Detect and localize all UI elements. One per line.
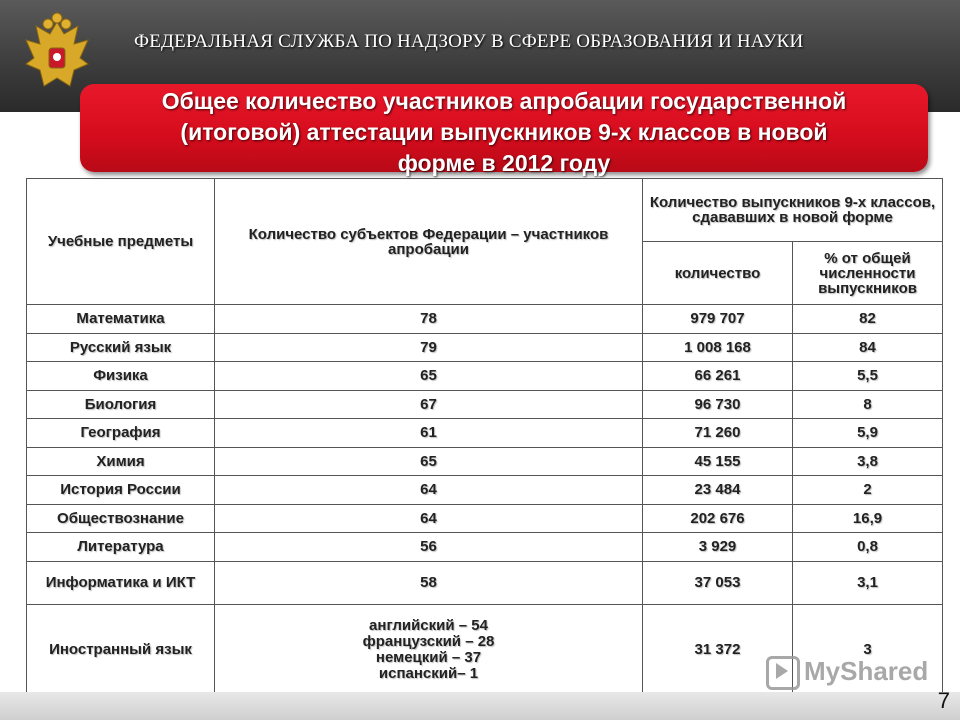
cell-count: 23 484 <box>643 476 793 505</box>
cell-subject: История России <box>27 476 215 505</box>
cell-percent: 3 <box>793 604 943 695</box>
participants-table <box>26 178 943 696</box>
header-subjects: Учебные предметы <box>27 179 215 305</box>
title-line: форме в 2012 году <box>397 150 611 176</box>
table-row <box>27 533 943 562</box>
cell-count: 31 372 <box>643 604 793 695</box>
cell-percent: 5,5 <box>793 362 943 391</box>
cell-subject: Обществознание <box>27 504 215 533</box>
title-banner <box>80 84 928 176</box>
cell-percent: 5,9 <box>793 419 943 448</box>
cell-count: 45 155 <box>643 447 793 476</box>
watermark-text: MyShared <box>804 656 929 686</box>
cell-regions: 64 <box>215 476 643 505</box>
table-row <box>27 447 943 476</box>
data-table-container <box>26 178 942 696</box>
cell-count: 66 261 <box>643 362 793 391</box>
cell-subject: Математика <box>27 305 215 334</box>
cell-subject: Физика <box>27 362 215 391</box>
language-entry: немецкий – 37 <box>375 648 482 666</box>
play-icon <box>766 656 800 690</box>
table-row <box>27 504 943 533</box>
cell-percent: 82 <box>793 305 943 334</box>
table-row <box>27 390 943 419</box>
table-row <box>27 362 943 391</box>
table-row <box>27 333 943 362</box>
cell-subject: Литература <box>27 533 215 562</box>
cell-percent: 0,8 <box>793 533 943 562</box>
cell-percent: 84 <box>793 333 943 362</box>
table-row <box>27 419 943 448</box>
cell-count: 979 707 <box>643 305 793 334</box>
cell-count: 37 053 <box>643 561 793 604</box>
cell-subject: Химия <box>27 447 215 476</box>
header-percent: % от общей численности выпускников <box>793 242 943 305</box>
agency-name: ФЕДЕРАЛЬНАЯ СЛУЖБА ПО НАДЗОРУ В СФЕРЕ ОБРАЗОВАНИЯ И НАУКИ <box>134 31 804 52</box>
slide-title <box>80 86 928 179</box>
table-row <box>27 476 943 505</box>
header-graduates: Количество выпускников 9-х классов, сдававших в новой форме <box>643 179 943 242</box>
cell-regions: 56 <box>215 533 643 562</box>
cell-count: 71 260 <box>643 419 793 448</box>
cell-regions: 65 <box>215 447 643 476</box>
cell-percent: 8 <box>793 390 943 419</box>
header-regions: Количество субъектов Федерации – участников апробации <box>215 179 643 305</box>
cell-regions: 58 <box>215 561 643 604</box>
cell-regions: 78 <box>215 305 643 334</box>
cell-subject: Биология <box>27 390 215 419</box>
cell-regions: 67 <box>215 390 643 419</box>
title-line: Общее количество участников апробации государственной <box>161 88 847 114</box>
cell-languages <box>215 604 643 695</box>
cell-regions: 79 <box>215 333 643 362</box>
cell-subject: Русский язык <box>27 333 215 362</box>
cell-regions: 65 <box>215 362 643 391</box>
language-entry: английский – 54 <box>369 616 488 634</box>
watermark <box>766 656 928 692</box>
language-entry: французский – 28 <box>362 632 495 650</box>
cell-regions: 61 <box>215 419 643 448</box>
cell-count: 1 008 168 <box>643 333 793 362</box>
page-number: 7 <box>937 688 950 713</box>
cell-regions: 64 <box>215 504 643 533</box>
cell-subject: Иностранный язык <box>27 604 215 695</box>
cell-subject: География <box>27 419 215 448</box>
cell-percent: 3,8 <box>793 447 943 476</box>
cell-percent: 3,1 <box>793 561 943 604</box>
cell-count: 3 929 <box>643 533 793 562</box>
table-row <box>27 305 943 334</box>
title-line: (итоговой) аттестации выпускников 9-х классов в новой <box>180 119 828 145</box>
cell-count: 202 676 <box>643 504 793 533</box>
footer-bar <box>0 692 960 720</box>
language-entry: испанский– 1 <box>378 664 479 682</box>
coat-of-arms-icon <box>22 12 92 96</box>
cell-percent: 2 <box>793 476 943 505</box>
cell-percent: 16,9 <box>793 504 943 533</box>
cell-count: 96 730 <box>643 390 793 419</box>
cell-subject: Информатика и ИКТ <box>27 561 215 604</box>
header-count: количество <box>643 242 793 305</box>
table-row <box>27 561 943 604</box>
